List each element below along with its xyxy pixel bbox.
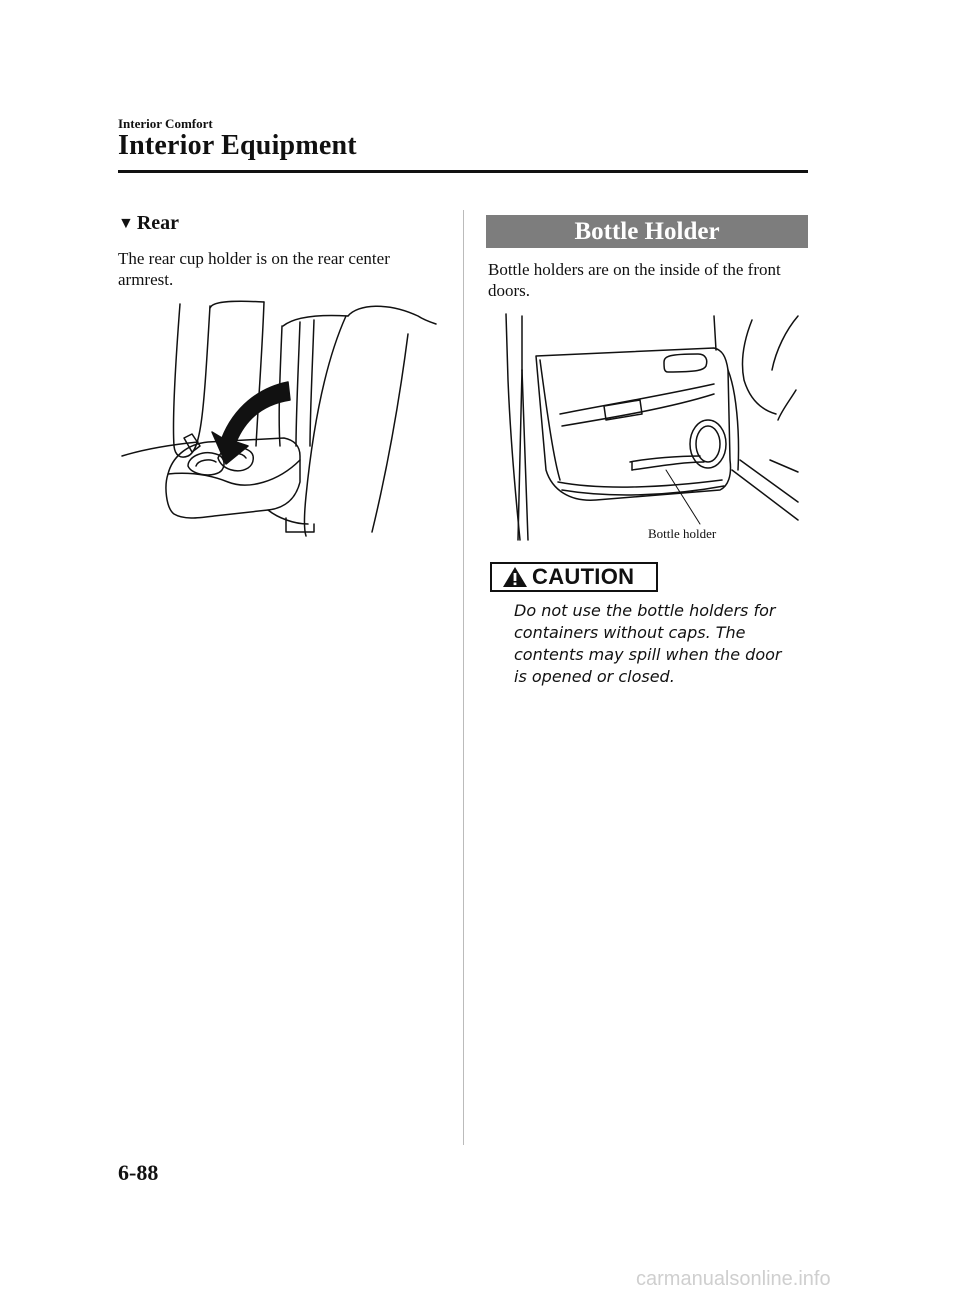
page-title: Interior Equipment	[118, 130, 357, 161]
warning-triangle-icon	[502, 566, 528, 588]
front-door-bottle-holder-illustration	[500, 310, 800, 546]
rear-heading-text: Rear	[136, 212, 180, 234]
bottle-holder-banner: Bottle Holder	[486, 215, 808, 248]
column-divider	[463, 210, 464, 1145]
rear-heading	[118, 212, 179, 235]
triangle-marker-icon: ▼	[118, 215, 134, 232]
rear-armrest-cup-holder-illustration	[118, 296, 438, 540]
caution-text: Do not use the bottle holders for containers without caps. The contents may spill when the door is opened or closed.	[514, 601, 782, 686]
page-number: 6-88	[118, 1160, 159, 1185]
title-rule	[118, 170, 808, 173]
watermark: carmanualsonline.info	[636, 1268, 831, 1290]
bottle-holder-figure-label: Bottle holder	[648, 526, 717, 541]
caution-label: CAUTION	[532, 564, 635, 589]
bottle-holder-paragraph: Bottle holders are on the inside of the front doors.	[488, 260, 781, 300]
rear-paragraph: The rear cup holder is on the rear center armrest.	[118, 249, 390, 289]
caution-box	[490, 562, 658, 592]
section-label: Interior Comfort	[118, 116, 213, 131]
